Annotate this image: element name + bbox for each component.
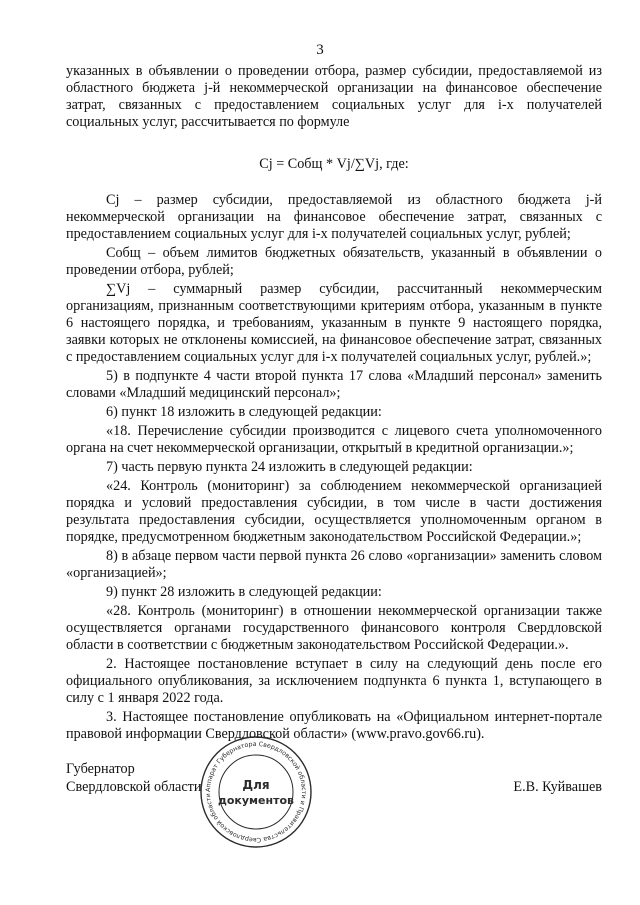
signatory-title-line2: Свердловской области (66, 779, 202, 795)
paragraph-section-2: 2. Настоящее постановление вступает в силу на следующий день после его официального опубликования, за исключением подпункта 6 пункта 1, вступающего в силу с 1 января 2022 года. (66, 656, 602, 706)
stamp-center-line1: Для (242, 778, 270, 792)
stamp-ring-text: Аппарат Губернатора Свердловской области и Правительства Свердловской области (204, 740, 308, 844)
stamp-center-line2: документов (217, 794, 295, 807)
signatory-title (66, 760, 201, 796)
page-number: 3 (316, 42, 324, 58)
paragraph-section-3: 3. Настоящее постановление опубликовать на «Официальном интернет-портале правовой информации Свердловской области» (www.pravo.gov66.ru). (66, 709, 602, 742)
stamp-seal (196, 732, 316, 852)
paragraph-def-cj: Cj – размер субсидии, предоставляемой из областного бюджета j-й некоммерческой организации на финансовое обеспечение затрат, связанных с предоставлением социальных услуг для i-х получателей социальных услуг, рублей; (66, 192, 602, 242)
paragraph-intro: указанных в объявлении о проведении отбора, размер субсидии, предоставляемой из областного бюджета j-й некоммерческой организации на финансовое обеспечение затрат, связанных с предоставлением социальных услуг для i-х получателей социальных услуг, рассчитывается по формуле (66, 63, 602, 130)
signatory-title-line1: Губернатор (66, 761, 135, 777)
paragraph-item-5: 5) в подпункте 4 части второй пункта 17 слова «Младший персонал» заменить словами «Младший медицинский персонал»; (66, 368, 602, 401)
paragraph-item-9: 9) пункт 28 изложить в следующей редакции: (106, 584, 382, 600)
paragraph-clause-18: «18. Перечисление субсидии производится с лицевого счета уполномоченного органа на счет некоммерческой организации, открытый в кредитной организации.»; (66, 423, 602, 456)
paragraph-clause-28: «28. Контроль (мониторинг) в отношении некоммерческой организации также осуществляется органами государственного финансового контроля Свердловской области в соответствии с бюджетным законодательством Российской Федерации.». (66, 603, 602, 653)
paragraph-item-7: 7) часть первую пункта 24 изложить в следующей редакции: (106, 459, 473, 475)
signature-block (66, 740, 602, 850)
signatory-name: Е.В. Куйвашев (513, 779, 602, 795)
document-body (66, 63, 602, 743)
paragraph-def-sum-vj: ∑Vj – суммарный размер субсидии, рассчитанный некоммерческим организациям, признанным соответствующими критериям отбора, указанным в пункте 6 настоящего порядка, и требованиям, указанным в пункте 9 настоящего порядка, заявки которых не отклонены комиссией, на финансовое обеспечение затрат, связанных с предоставлением социальных услуг для i-х получателей социальных услуг, рублей.»; (66, 281, 602, 365)
paragraph-item-8: 8) в абзаце первом части первой пункта 26 слово «организации» заменить словом «организацией»; (66, 548, 602, 581)
paragraph-def-cobsh: Cобщ – объем лимитов бюджетных обязательств, указанный в объявлении о проведении отбора, рублей; (66, 245, 602, 278)
paragraph-item-6: 6) пункт 18 изложить в следующей редакции: (106, 404, 382, 420)
paragraph-clause-24: «24. Контроль (мониторинг) за соблюдением некоммерческой организацией порядка и условий предоставления субсидии, в том числе в части достижения результата предоставления субсидии, осуществляется уполномоченным органом в порядке, предусмотренном бюджетным законодательством Российской Федерации.»; (66, 478, 602, 545)
formula: Cj = Cобщ * Vj/∑Vj, где: (259, 156, 409, 172)
stamp-outer-ring (201, 737, 311, 847)
stamp-inner-ring (219, 755, 293, 829)
